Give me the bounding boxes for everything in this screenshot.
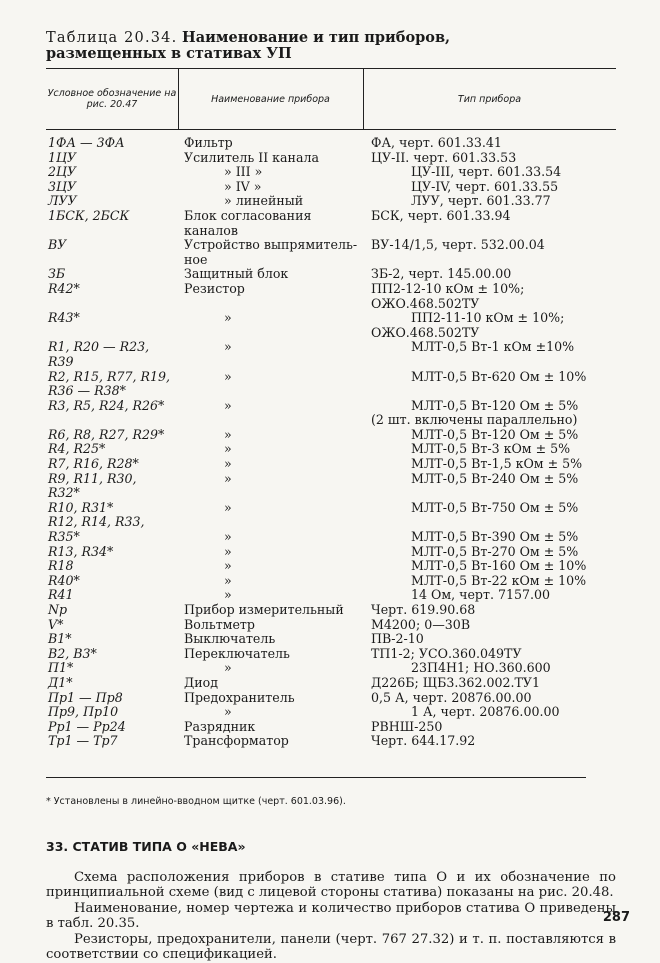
table-row [46, 734, 616, 749]
device-name-cell: » [224, 456, 232, 472]
designation-cell [46, 413, 184, 428]
caption-title-line1: Наименование и тип приборов, [182, 29, 451, 46]
device-type-cell [365, 515, 616, 530]
device-type-cell: МЛТ-0,5 Вт-390 Ом ± 5% [411, 529, 579, 545]
table-row [46, 691, 616, 706]
device-type-cell: МЛТ-0,5 Вт-620 Ом ± 10% [411, 368, 587, 384]
device-name-cell [184, 297, 365, 312]
table-row [46, 384, 616, 399]
designation-cell: R35* [48, 529, 80, 545]
device-type-cell: М4200; 0—30В [371, 616, 471, 632]
device-type-cell: (2 шт. включены параллельно) [371, 412, 578, 428]
caption-title-line2: размещенных в стативах УП [46, 45, 292, 62]
device-type-cell: МЛТ-0,5 Вт-270 Ом ± 5% [411, 543, 579, 559]
device-type-cell: ЦУ-IV, черт. 601.33.55 [411, 178, 559, 194]
device-name-cell: » [224, 339, 232, 355]
table-row [46, 559, 616, 574]
page-number: 287 [602, 910, 630, 925]
device-type-cell: ПП2-11-10 кОм ± 10%; [411, 310, 565, 326]
table-row [46, 632, 616, 647]
designation-cell [46, 297, 184, 312]
designation-cell: 2ЦУ [48, 164, 77, 180]
device-name-cell: Прибор измерительный [184, 602, 344, 617]
paragraph: Наименование, номер чертежа и количество приборов статива О приведены в табл. 20.35. [46, 900, 616, 932]
device-name-cell: » линейный [224, 193, 304, 209]
device-type-cell: МЛТ-0,5 Вт-22 кОм ± 10% [411, 572, 587, 588]
device-name-cell: » [224, 441, 232, 457]
designation-cell: П1* [48, 660, 74, 676]
designation-cell: R42* [48, 280, 80, 296]
designation-cell [46, 253, 184, 268]
device-type-cell: ФА, черт. 601.33.41 [371, 135, 502, 150]
designation-cell: 1БСК, 2БСК [48, 207, 130, 223]
device-name-cell: » [224, 543, 232, 559]
table-row [46, 194, 616, 209]
header-divider [363, 69, 364, 129]
table-row [46, 720, 616, 735]
device-name-cell: » [224, 426, 232, 442]
table-row [46, 603, 616, 618]
table-row [46, 253, 616, 268]
device-type-cell: ЗБ-2, черт. 145.00.00 [371, 266, 512, 282]
table-row [46, 515, 616, 530]
device-type-cell: ОЖО.468.502ТУ [371, 324, 480, 340]
device-name-cell: » [224, 660, 232, 676]
device-name-cell [184, 486, 365, 501]
device-name-cell: » [224, 587, 232, 603]
device-type-cell: 1 А, черт. 20876.00.00 [411, 704, 560, 720]
designation-cell: 1ФА — 3ФА [48, 135, 125, 150]
device-name-cell: Устройство выпрямитель- [184, 237, 358, 253]
device-type-cell: ТП1-2; УСО.360.049ТУ [371, 645, 522, 661]
device-name-cell: Защитный блок [184, 266, 289, 282]
device-name-cell [184, 355, 365, 370]
designation-cell: Рр1 — Рр24 [48, 718, 126, 734]
header-device-name: Наименование прибора [211, 93, 330, 105]
device-type-cell: ПВ-2-10 [371, 631, 424, 647]
designation-cell: R9, R11, R30, [48, 470, 137, 486]
designation-cell: Д1* [48, 674, 73, 690]
device-name-cell: Диод [184, 674, 218, 690]
device-name-cell: Разрядник [184, 718, 256, 734]
device-type-cell: МЛТ-0,5 Вт-3 кОм ± 5% [411, 441, 571, 457]
designation-cell: R32* [48, 485, 80, 501]
paragraph: Схема расположения приборов в стативе типа О и их обозначение по принципиальной схеме (вид с лицевой стороны статива) показаны на рис. 20.48. [46, 869, 616, 901]
device-name-cell: Трансформатор [184, 733, 289, 749]
device-name-cell [184, 384, 365, 399]
device-type-cell: МЛТ-0,5 Вт-240 Ом ± 5% [411, 470, 579, 486]
designation-cell: R36 — R38* [48, 383, 126, 399]
device-type-cell: ОЖО.468.502ТУ [371, 295, 480, 311]
device-name-cell: Переключатель [184, 645, 290, 661]
device-type-cell [365, 355, 616, 370]
header-designation: Условное обозначение на рис. 20.47 [47, 88, 177, 110]
table-caption [46, 30, 616, 62]
designation-cell: R2, R15, R77, R19, [48, 368, 171, 384]
designation-cell: V* [48, 616, 64, 632]
designation-cell: Тр1 — Тр7 [48, 733, 118, 749]
header-bottom-rule [46, 129, 616, 130]
device-type-cell: ВУ-14/1,5, черт. 532.00.04 [371, 237, 545, 253]
device-type-cell: МЛТ-0,5 Вт-750 Ом ± 5% [411, 499, 579, 515]
device-name-cell: Вольтметр [184, 616, 255, 632]
designation-cell: R39 [48, 353, 74, 369]
table-row [46, 545, 616, 560]
designation-cell: Пр9, Пр10 [48, 704, 119, 720]
device-name-cell: Фильтр [184, 135, 233, 150]
table-row [46, 209, 616, 238]
device-type-cell: ЛУУ, черт. 601.33.77 [411, 193, 551, 209]
table-row [46, 238, 616, 253]
designation-cell: R10, R31* [48, 499, 114, 515]
table-row [46, 428, 616, 443]
device-name-cell [184, 515, 365, 530]
table-row [46, 370, 616, 385]
designation-cell: R41 [48, 587, 74, 603]
device-name-cell: Резистор [184, 280, 245, 296]
caption-label: Таблица 20.34. [46, 30, 178, 46]
device-name-cell: » [224, 529, 232, 545]
footnote-rule [46, 777, 586, 778]
table-row [46, 442, 616, 457]
device-type-cell: Д226Б; ЩБ3.362.002.ТУ1 [371, 674, 541, 690]
table-row [46, 311, 616, 326]
device-name-cell: » [224, 397, 232, 413]
designation-cell: 3ЦУ [48, 178, 77, 194]
designation-cell: R40* [48, 572, 80, 588]
device-name-cell: ное [184, 251, 208, 267]
table-row [46, 457, 616, 472]
table-row [46, 180, 616, 195]
header-device-type: Тип прибора [457, 93, 522, 105]
device-type-cell: МЛТ-0,5 Вт-160 Ом ± 10% [411, 558, 587, 574]
device-type-cell [365, 486, 616, 501]
device-type-cell: 0,5 А, черт. 20876.00.00 [371, 689, 532, 705]
table-row [46, 413, 616, 428]
table-row [46, 705, 616, 720]
device-name-cell: » [224, 470, 232, 486]
device-name-cell: Выключатель [184, 631, 276, 647]
device-name-cell: Предохранитель [184, 689, 295, 705]
designation-cell: R18 [48, 558, 74, 574]
table-row [46, 661, 616, 676]
device-name-cell: Блок согласования каналов [184, 207, 312, 238]
section-title: 33. СТАТИВ ТИПА О «НЕВА» [46, 838, 246, 854]
table-row [46, 588, 616, 603]
table-row [46, 574, 616, 589]
device-type-cell: ПП2-12-10 кОм ± 10%; [371, 280, 525, 296]
designation-cell: R12, R14, R33, [48, 514, 145, 530]
table-header [46, 69, 616, 129]
table-row [46, 282, 616, 297]
device-type-cell: 23П4Н1; НО.360.600 [411, 660, 551, 676]
page [46, 30, 616, 963]
device-name-cell: » [224, 368, 232, 384]
table-row [46, 399, 616, 414]
table-row [46, 618, 616, 633]
device-name-cell: Усилитель II канала [184, 149, 319, 165]
device-type-cell: 14 Ом, черт. 7157.00 [411, 587, 551, 603]
table-row [46, 326, 616, 341]
device-type-cell: РВНШ-250 [371, 718, 443, 734]
table-body [46, 136, 616, 749]
table-row [46, 355, 616, 370]
table-row [46, 136, 616, 151]
device-type-cell: ЦУ-III, черт. 601.33.54 [411, 164, 562, 180]
device-type-cell: МЛТ-0,5 Вт-1,5 кОм ± 5% [411, 456, 583, 472]
device-name-cell: » [224, 572, 232, 588]
designation-cell: ЗБ [48, 266, 66, 282]
table-row [46, 676, 616, 691]
designation-cell: 1ЦУ [48, 149, 77, 165]
table-row [46, 472, 616, 487]
device-name-cell: » [224, 310, 232, 326]
footnote: * Установлены в линейно-вводном щитке (черт. 601.03.96). [46, 795, 346, 807]
device-type-cell: МЛТ-0,5 Вт-120 Ом ± 5% [411, 397, 579, 413]
designation-cell: Np [48, 602, 68, 617]
designation-cell: R1, R20 — R23, [48, 339, 150, 355]
device-name-cell: » IV » [224, 178, 262, 194]
designation-cell: B1* [48, 631, 72, 647]
designation-cell [46, 326, 184, 341]
device-type-cell: БСК, черт. 601.33.94 [371, 207, 511, 223]
device-type-cell: ЦУ-II. черт. 601.33.53 [371, 149, 517, 165]
device-type-cell: Черт. 644.17.92 [371, 733, 476, 749]
table-row [46, 267, 616, 282]
device-type-cell [365, 384, 616, 399]
table-row [46, 297, 616, 312]
device-name-cell: » [224, 558, 232, 574]
device-name-cell: » III » [224, 164, 263, 180]
device-name-cell: » [224, 499, 232, 515]
designation-cell: Пр1 — Пр8 [48, 689, 123, 705]
designation-cell: R7, R16, R28* [48, 456, 139, 472]
table-row [46, 486, 616, 501]
designation-cell: R3, R5, R24, R26* [48, 397, 165, 413]
designation-cell: R6, R8, R27, R29* [48, 426, 165, 442]
device-name-cell: » [224, 704, 232, 720]
device-type-cell: Черт. 619.90.68 [371, 602, 476, 617]
table-row [46, 165, 616, 180]
designation-cell: ВУ [48, 237, 67, 253]
device-type-cell: МЛТ-0,5 Вт-120 Ом ± 5% [411, 426, 579, 442]
designation-cell: R13, R34* [48, 543, 114, 559]
device-type-cell: МЛТ-0,5 Вт-1 кОм ±10% [411, 339, 575, 355]
designation-cell: R43* [48, 310, 80, 326]
designation-cell: ЛУУ [48, 193, 77, 209]
table-row [46, 647, 616, 662]
header-divider [178, 69, 179, 129]
device-table [46, 68, 616, 749]
designation-cell: R4, R25* [48, 441, 106, 457]
designation-cell: B2, B3* [48, 645, 97, 661]
device-type-cell [365, 253, 616, 268]
table-row [46, 340, 616, 355]
table-row [46, 151, 616, 166]
device-name-cell [184, 326, 365, 341]
table-row [46, 501, 616, 516]
paragraph: Резисторы, предохранители, панели (черт. 767 27.32) и т. п. поставляются в соответствии со спецификацией. [46, 931, 616, 963]
device-name-cell [184, 413, 365, 428]
table-row [46, 530, 616, 545]
